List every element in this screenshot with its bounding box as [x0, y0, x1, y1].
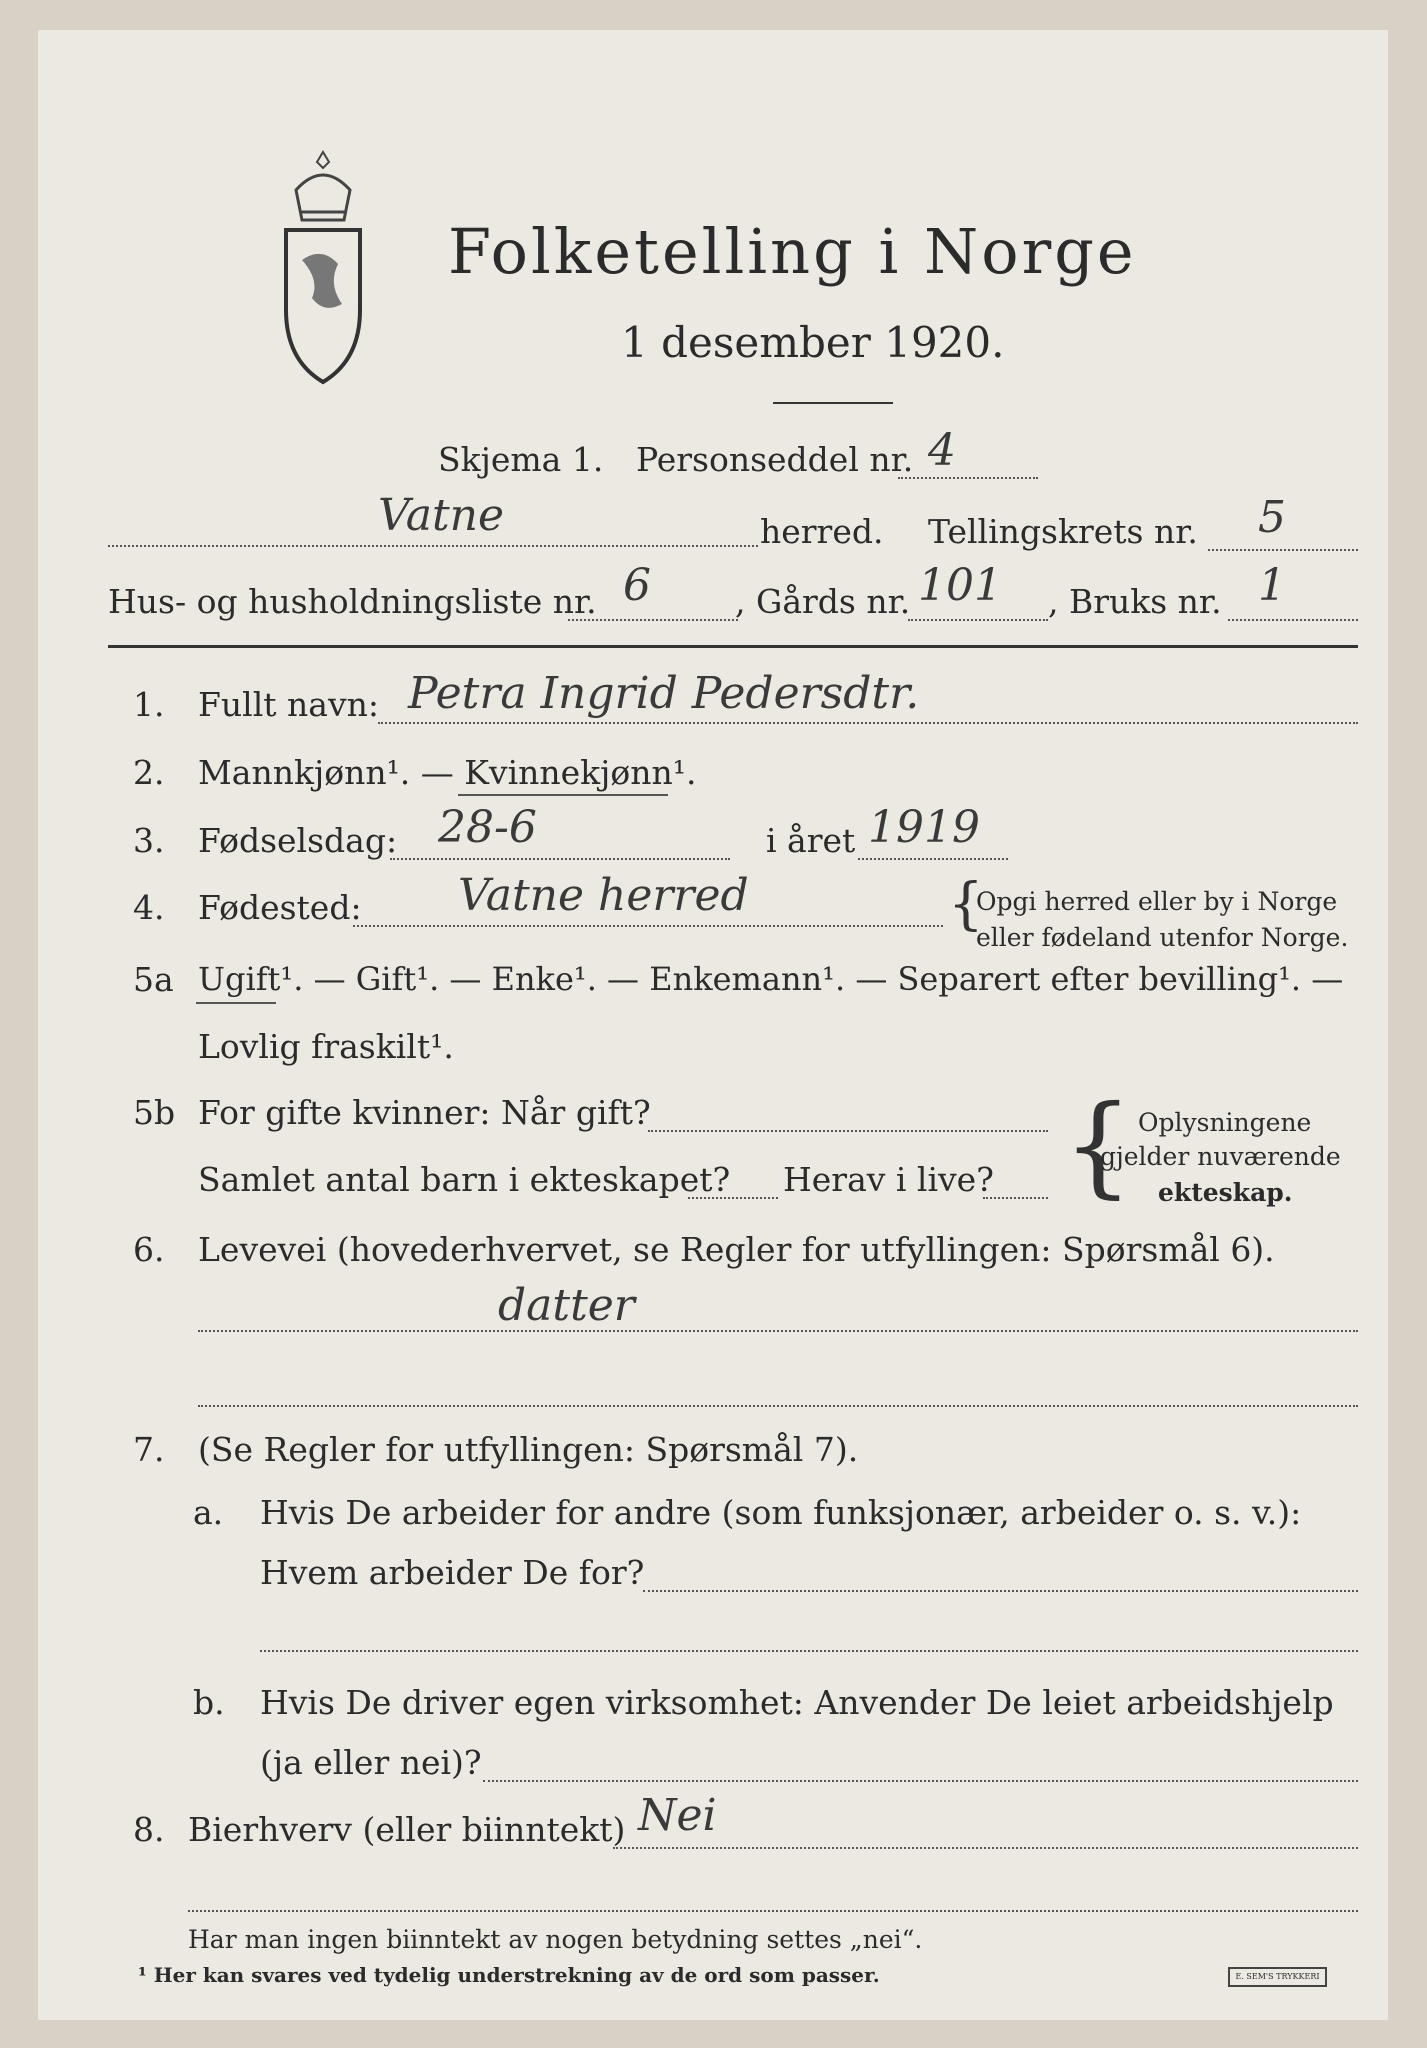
q5a-number: 5a [133, 960, 174, 999]
hus-value: 6 [623, 560, 651, 611]
q4-value: Vatne herred [458, 870, 749, 921]
q5b-line1: For gifte kvinner: Når gift? [198, 1093, 651, 1132]
q6-label: Levevei (hovederhvervet, se Regler for utfyllingen: Spørsmål 6). [198, 1230, 1275, 1269]
q7a-letter: a. [193, 1493, 224, 1532]
bruks-value: 1 [1258, 560, 1286, 611]
q5b-note-line3: ekteskap. [1158, 1178, 1293, 1207]
q3-value: 28-6 [438, 802, 537, 853]
hus-label: Hus- og husholdningsliste nr. [108, 582, 597, 621]
tellingskrets-value: 5 [1258, 492, 1286, 543]
q5a-underline [196, 1002, 276, 1004]
q7a-line1: Hvis De arbeider for andre (som funksjonær, arbeider o. s. v.): [260, 1493, 1302, 1532]
q7a-line2-dots [643, 1590, 1358, 1592]
q6-line1 [198, 1330, 1358, 1332]
q7-number: 7. [133, 1430, 165, 1469]
q4-label: Fødested: [198, 888, 362, 927]
q7b-line2-dots [483, 1780, 1358, 1782]
q6-line2 [198, 1405, 1358, 1407]
q8-label: Bierhverv (eller biinntekt) [188, 1810, 626, 1849]
q4-note-line2: eller fødeland utenfor Norge. [976, 923, 1349, 952]
hus-line [568, 619, 738, 621]
personseddel-value: 4 [928, 425, 956, 476]
printer-stamp: E. SEM'S TRYKKERI [1228, 1967, 1327, 1987]
q7a-extra-line [260, 1650, 1358, 1652]
q2-underline [458, 794, 668, 796]
q5b-number: 5b [133, 1093, 176, 1132]
herred-label: herred. [760, 512, 884, 551]
gards-value: 101 [918, 560, 1002, 611]
q1-label: Fullt navn: [198, 685, 379, 724]
q5b-note-line2: gjelder nuværende [1100, 1142, 1341, 1171]
bruks-label: , Bruks nr. [1048, 582, 1222, 621]
q3-number: 3. [133, 821, 165, 860]
q3-year-value: 1919 [868, 802, 980, 853]
title-divider [773, 402, 893, 404]
q7b-line1: Hvis De driver egen virksomhet: Anvender De leiet arbeidshjelp [260, 1683, 1334, 1722]
q5a-line2: Lovlig fraskilt¹. [198, 1027, 454, 1066]
q4-note-line1: Opgi herred eller by i Norge [976, 887, 1338, 916]
q5b-live-label: Herav i live? [783, 1160, 994, 1199]
q8-number: 8. [133, 1810, 165, 1849]
q5b-note-line1: Oplysningene [1138, 1108, 1312, 1137]
q1-line [378, 722, 1358, 724]
coat-of-arms-icon [278, 150, 368, 390]
census-date: 1 desember 1920. [621, 318, 1005, 367]
q1-number: 1. [133, 685, 165, 724]
header-rule [108, 645, 1358, 648]
q6-number: 6. [133, 1230, 165, 1269]
bruks-line [1228, 619, 1358, 621]
tellingskrets-label: Tellingskrets nr. [928, 512, 1198, 551]
q2-number: 2. [133, 753, 165, 792]
footnote: ¹ Her kan svares ved tydelig understrekning av de ord som passer. [138, 1963, 880, 1987]
skjema-label: Skjema 1. [438, 440, 604, 479]
personseddel-line [898, 477, 1038, 479]
note-nei: Har man ingen biinntekt av nogen betydning settes „nei“. [188, 1925, 923, 1954]
q4-number: 4. [133, 888, 165, 927]
q7b-letter: b. [193, 1683, 225, 1722]
q5a-line1: Ugift¹. — Gift¹. — Enke¹. — Enkemann¹. — Separert efter bevilling¹. — [198, 960, 1344, 998]
gards-line [908, 619, 1048, 621]
q8-line [613, 1847, 1358, 1849]
q8-value: Nei [638, 1790, 717, 1841]
q8-extra-line [188, 1910, 1358, 1912]
q4-line [353, 925, 943, 927]
q2-label: Mannkjønn¹. — Kvinnekjønn¹. [198, 753, 697, 792]
tellingskrets-line [1208, 549, 1358, 551]
q1-value: Petra Ingrid Pedersdtr. [408, 668, 920, 719]
q3-year-line [858, 858, 1008, 860]
q7-label: (Se Regler for utfyllingen: Spørsmål 7). [198, 1430, 859, 1469]
q3-label: Fødselsdag: [198, 821, 398, 860]
herred-line [108, 545, 758, 547]
q3-line [390, 858, 730, 860]
form-title: Folketelling i Norge [448, 215, 1137, 288]
q5b-line2: Samlet antal barn i ekteskapet? [198, 1160, 731, 1199]
herred-value: Vatne [378, 490, 505, 541]
q5b-live-line [983, 1197, 1048, 1199]
census-form: Folketelling i Norge 1 desember 1920. Skjema 1. Personseddel nr. 4 Vatne herred. Tellingskrets nr. 5 Hus- og husholdningsliste nr. 6 , Gårds nr. 101 , Bruks nr. 1 1. Fullt navn: Petra Ingrid Pedersdtr. 2. Mannkjønn¹. — Kvinnekjønn¹. 3. Fødselsdag: 28-6 i året 1919 4. Fødested: Vatne herred { Opgi herred eller by i Norge eller fødeland utenfor Norge. 5a Ugift¹. — Gift¹. — Enke¹. — Enkemann¹. — Separert efter bevilling¹. — Lovlig fraskilt¹. 5b For gifte kvinner: Når gift? Samlet antal barn i ekteskapet? Herav i live? { Oplysningene gjelder nuværende ekteskap. 6. Levevei (hovederhvervet, se Regler for utfyllingen: Spørsmål 6). datter 7. (Se Regler for utfyllingen: Spørsmål 7). a. Hvis De arbeider for andre (som funksjonær, arbeider o. s. v.): Hvem arbeider De for? b. Hvis De driver egen virksomhet: Anvender De leiet arbeidshjelp (ja eller nei)? 8. Bierhverv (eller biinntekt) Nei Har man ingen biinntekt av nogen betydning settes „nei“. ¹ Her kan svares ved tydelig understrekning av de ord som passer. E. SEM'S TRYKKERI [38, 30, 1388, 2020]
q3-year-label: i året [766, 821, 856, 860]
q6-value: datter [498, 1280, 635, 1331]
personseddel-label: Personseddel nr. [636, 440, 914, 479]
q5b-barn-line [688, 1197, 778, 1199]
q5b-line1-dots [648, 1130, 1048, 1132]
q7b-line2: (ja eller nei)? [260, 1743, 482, 1782]
gards-label: , Gårds nr. [735, 582, 911, 621]
q7a-line2: Hvem arbeider De for? [260, 1553, 645, 1592]
